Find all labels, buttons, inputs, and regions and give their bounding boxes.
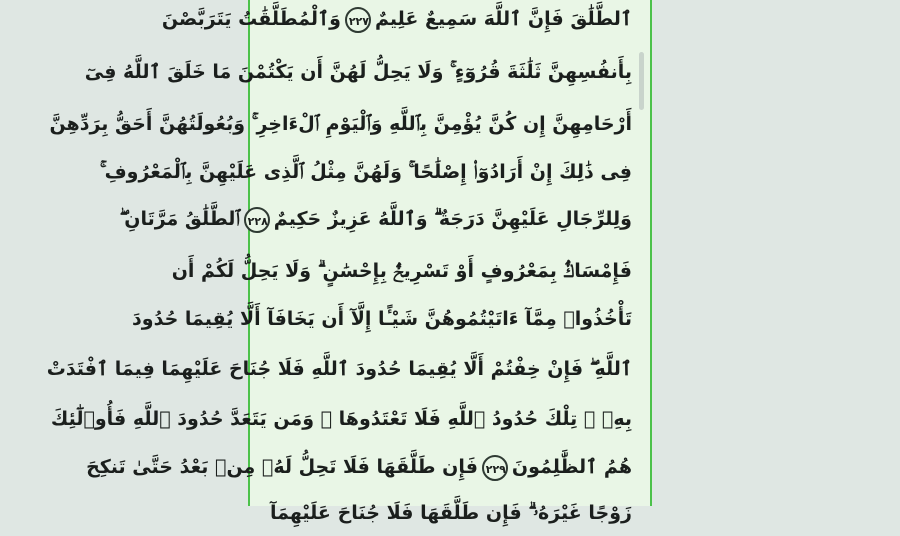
quran-page <box>46 0 652 524</box>
verse-line <box>270 490 632 536</box>
line-text: ٱللَّهِ ۖ فَإِنْ خِفْتُمْ أَلَّا يُقِيمَا حُدُودَ ٱللَّهِ فَلَا جُنَاحَ عَلَيْهِمَا فِيمَا ٱفْتَدَتْ <box>46 358 632 380</box>
line-text: فَإِن طَلَّقَهَا فَلَا تَحِلُّ لَهُۥ مِنۢ بَعْدُ حَتَّىٰ تَنكِحَ <box>86 456 478 478</box>
verse-line <box>119 196 632 242</box>
verse-lines <box>46 0 632 524</box>
verse-line <box>49 101 632 147</box>
line-text: ٱلطَّلَٰقُ مَرَّتَانِ ۖ <box>119 208 240 230</box>
verse-line <box>86 444 632 490</box>
line-text: ٱلطَّلَٰقَ فَإِنَّ ٱللَّهَ سَمِيعٌ عَلِيمٌ <box>374 8 632 30</box>
line-text: بِأَنفُسِهِنَّ ثَلَٰثَةَ قُرُوٓءٍ ۚ وَلَا يَحِلُّ لَهُنَّ أَن يَكْتُمْنَ مَا خَلَقَ ٱللَّهُ فِىٓ <box>84 61 632 83</box>
verse-line <box>50 396 632 442</box>
line-text: زَوْجًا غَيْرَهُۥ ۗ فَإِن طَلَّقَهَا فَلَا جُنَاحَ عَلَيْهِمَآ <box>270 502 632 524</box>
line-text: أَرْحَامِهِنَّ إِن كُنَّ يُؤْمِنَّ بِٱللَّهِ وَٱلْيَوْمِ ٱلْءَاخِرِ ۚ وَبُعُولَتُهُنَّ أَحَقُّ بِرَدِّهِنَّ <box>49 113 632 135</box>
verse-line <box>161 0 632 42</box>
line-text: بِهِۦ ۗ تِلْكَ حُدُودُ ٱللَّهِ فَلَا تَعْتَدُوهَا ۚ وَمَن يَتَعَدَّ حُدُودَ ٱللَّهِ فَأُو۟لَٰٓئِكَ <box>50 408 632 430</box>
verse-line <box>171 248 632 294</box>
verse-line <box>99 149 632 195</box>
ayah-number-marker: ٢٢٨ <box>244 207 270 233</box>
scrollbar-thumb[interactable] <box>639 52 644 110</box>
line-text: فِى ذَٰلِكَ إِنْ أَرَادُوٓا۟ إِصْلَٰحًا ۚ وَلَهُنَّ مِثْلُ ٱلَّذِى عَلَيْهِنَّ بِٱلْمَعْرُوفِ ۚ <box>99 161 632 183</box>
verse-line <box>84 49 632 95</box>
verse-line <box>46 346 632 392</box>
line-text: وَلِلرِّجَالِ عَلَيْهِنَّ دَرَجَةٌ ۗ وَٱللَّهُ عَزِيزٌ حَكِيمٌ <box>273 208 632 230</box>
ayah-number-marker: ٢٢٩ <box>482 455 508 481</box>
line-text: تَأْخُذُوا۟ مِمَّآ ءَاتَيْتُمُوهُنَّ شَيْـًٔا إِلَّآ أَن يَخَافَآ أَلَّا يُقِيمَا حُدُودَ <box>132 308 632 330</box>
line-text: هُمُ ٱلظَّٰلِمُونَ <box>511 456 632 478</box>
line-text: فَإِمْسَاكٌۢ بِمَعْرُوفٍ أَوْ تَسْرِيحٌۢ بِإِحْسَٰنٍ ۗ وَلَا يَحِلُّ لَكُمْ أَن <box>171 260 632 282</box>
line-text: وَٱلْمُطَلَّقَٰتُ يَتَرَبَّصْنَ <box>161 8 341 30</box>
ayah-number-marker: ٢٢٧ <box>345 7 371 33</box>
verse-line <box>132 296 632 342</box>
